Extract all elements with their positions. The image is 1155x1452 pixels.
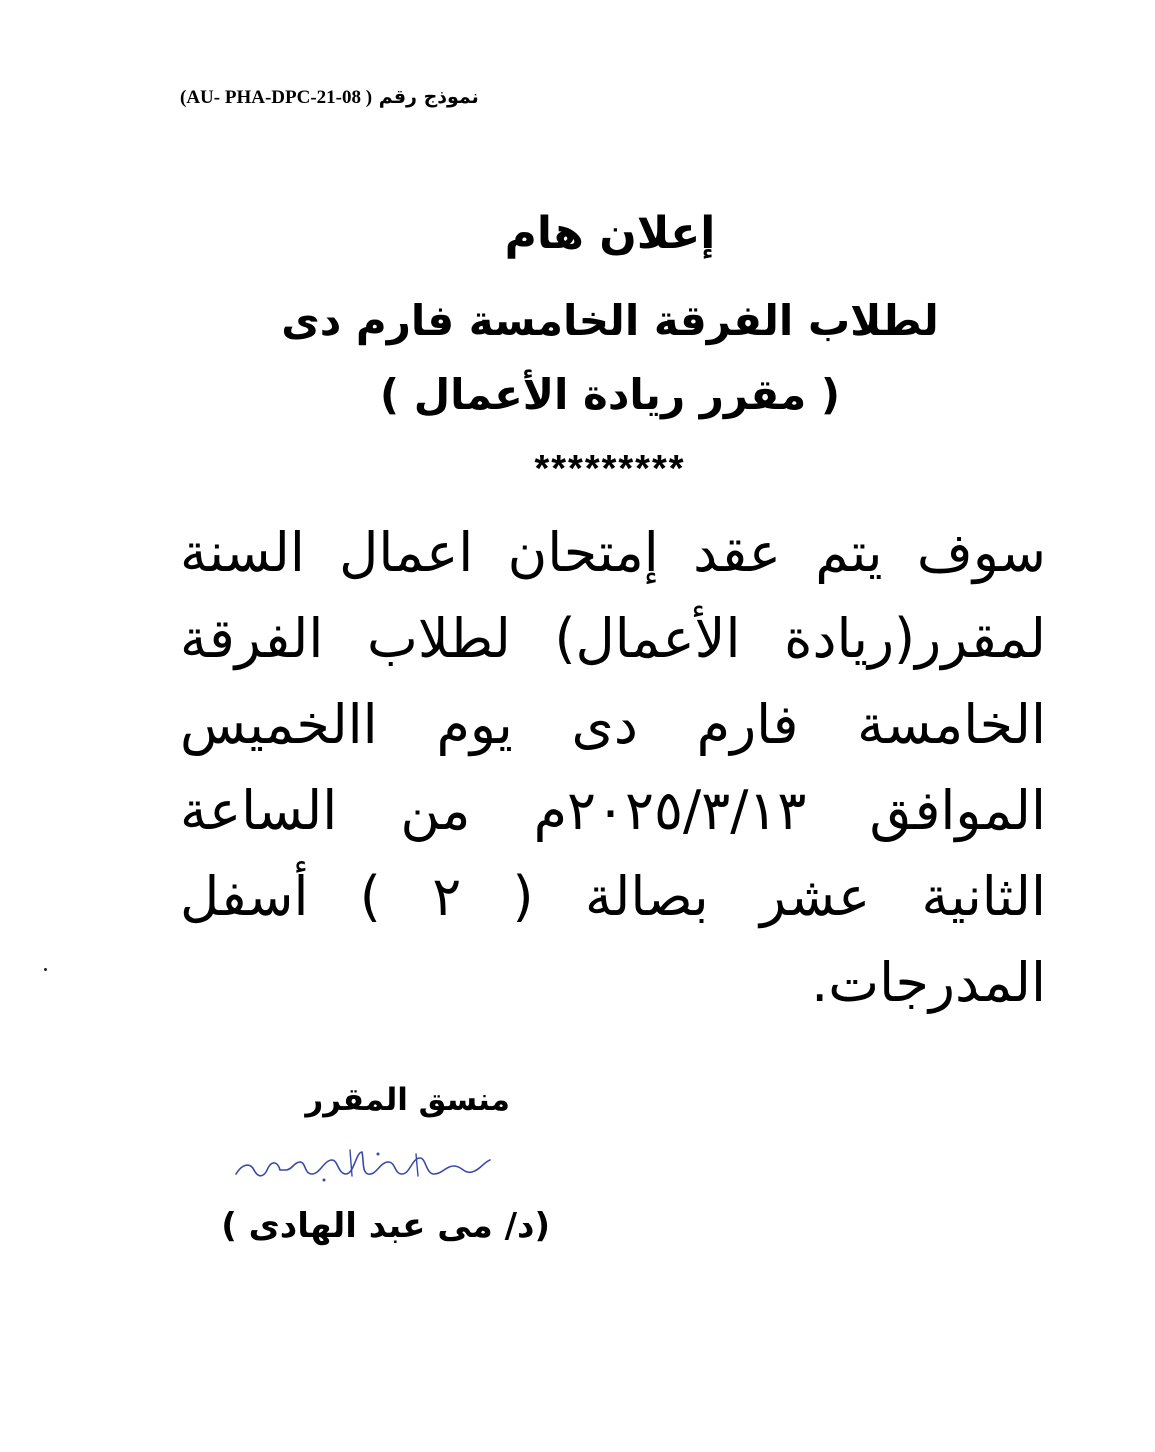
announcement-body [180,510,1046,1026]
form-number-code: (AU- PHA-DPC-21-08 ) [180,87,373,108]
coordinator-name: (د/ مى عبد الهادى ) [221,1206,550,1246]
body-line: الموافق ٢٠٢٥/٣/١٣م من الساعة [180,779,1046,842]
announcement-title: إعلان هام [504,208,716,259]
body-line: الخامسة فارم دى يوم االخميس [180,693,1046,756]
handwritten-signature [228,1140,498,1190]
announcement-audience: لطلاب الفرقة الخامسة فارم دى [281,296,939,345]
form-number-label: نموذج رقم [378,86,479,108]
body-line: الثانية عشر بصالة ( ٢ ) أسفل [180,865,1046,928]
body-line: المدرجات. [811,951,1046,1014]
announcement-course: ( مقرر ريادة الأعمال ) [379,370,841,419]
body-line: لمقرر(ريادة الأعمال) لطلاب الفرقة [180,607,1046,670]
body-line: سوف يتم عقد إمتحان اعمال السنة [180,521,1046,584]
separator-stars: ********* [534,448,686,490]
form-number [180,86,580,109]
coordinator-role: منسق المقرر [305,1082,510,1118]
scan-speck [44,968,47,971]
